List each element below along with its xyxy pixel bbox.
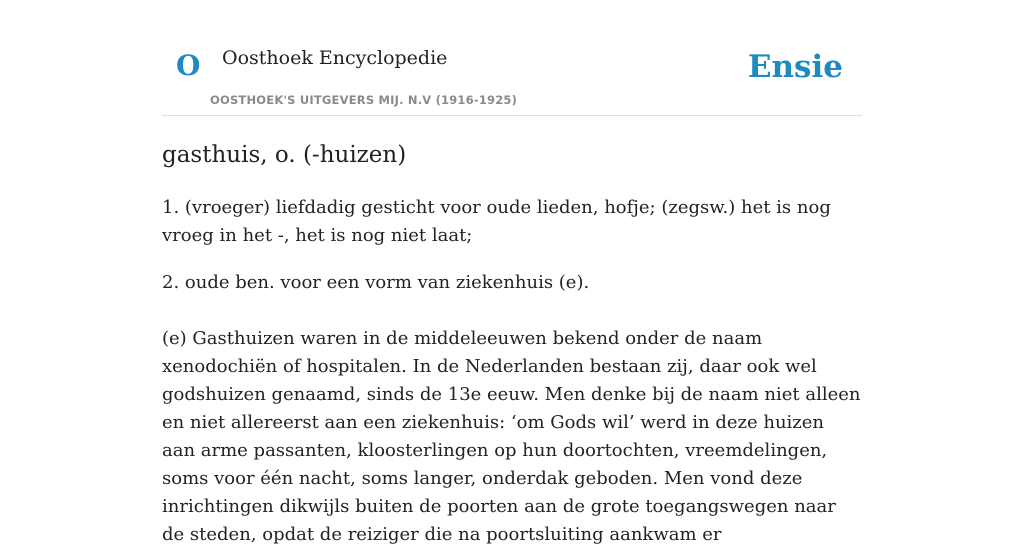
entry-content — [162, 194, 862, 549]
site-title-link[interactable]: Oosthoek Encyclopedie — [222, 47, 448, 69]
definition-1: 1. (vroeger) liefdadig gesticht voor oude lieden, hofje; (zegsw.) het is nog vroeg in het -, het is nog niet laat; — [162, 196, 831, 246]
site-header — [162, 0, 862, 116]
site-subtitle: OOSTHOEK'S UITGEVERS MIJ. N.V (1916-1925) — [210, 93, 518, 107]
definition-2: 2. oude ben. voor een vorm van ziekenhuis (e). — [162, 271, 590, 293]
ensie-brand-link[interactable]: Ensie — [747, 49, 843, 85]
entry-title: gasthuis, o. (-huizen) — [162, 142, 407, 168]
encyclopedia-note: (e) Gasthuizen waren in de middeleeuwen bekend onder de naam xenodochiën of hospitalen. In de Nederlanden bestaan zij, daar ook wel godshuizen genaamd, sinds de 13e eeuw. Men denke bij de naam niet alleen en niet allereerst aan een ziekenhuis: ‘om Gods wil’ werd in deze huizen aan arme passanten, kloosterlingen op hun doortochten, vreemdelingen, soms voor één nacht, soms langer, onderdak geboden. Men vond deze inrichtingen dikwijls buiten de poorten aan de grote toegangswegen naar de steden, opdat de reiziger die na poortsluiting aankwam er — [162, 327, 861, 545]
page-container — [162, 0, 862, 549]
logo-letter[interactable]: O — [176, 49, 201, 82]
